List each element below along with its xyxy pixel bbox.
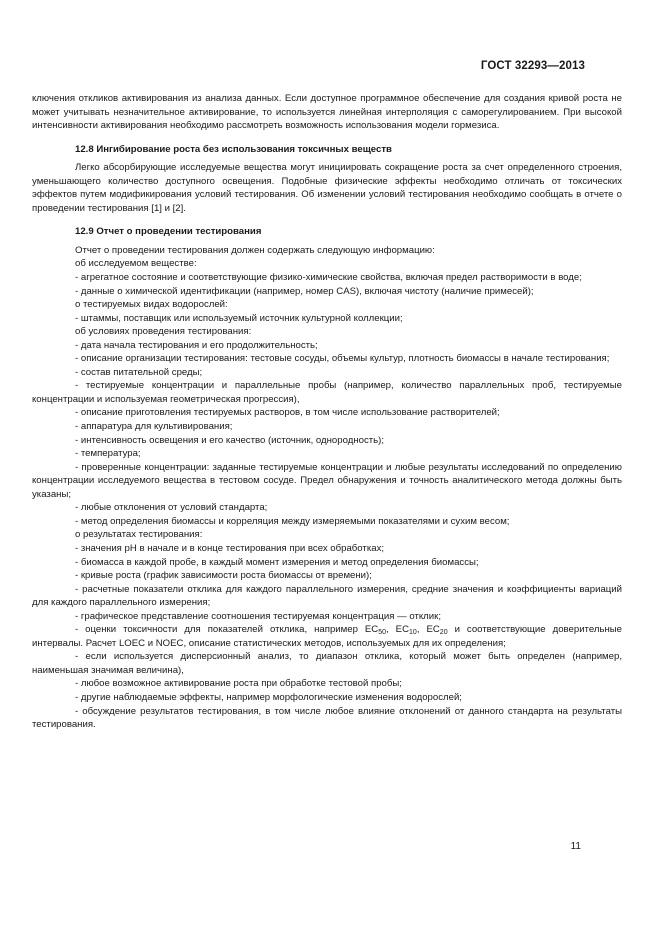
list-item: - состав питательной среды;: [75, 366, 203, 378]
list-item: - агрегатное состояние и соответствующие физико-химические свойства, включая предел растворимости в воде;: [75, 272, 582, 284]
list-item: - кривые роста (график зависимости роста биомассы от времени);: [75, 570, 372, 582]
report-requirements-list-continued: [32, 650, 622, 731]
body-text: [32, 92, 622, 732]
section-12-8-heading: 12.8 Ингибирование роста без использования токсичных веществ: [75, 143, 392, 155]
list-item: - расчетные показатели отклика для каждого параллельного измерения, средние значения и коэффициенты вариаций для каждого параллельного измерения;: [32, 583, 622, 609]
list-item: - проверенные концентрации: заданные тестируемые концентрации и любые результаты исследований по определению концентрации исследуемого вещества в тестовом сосуде. Предел обнаружения и точность аналитического метода должны быть указаны;: [32, 461, 622, 500]
section-12-8-paragraph: Легко абсорбирующие исследуемые вещества могут инициировать сокращение роста за счет определенного строения, уменьшающего количество доступного освещения. Подобные физические эффекты необходимо отличать от токсических эффектов путем модификирования условий тестирования. Об изменении условий тестирования необходимо сообщать в отчете о проведении тестирования [1] и [2].: [32, 162, 622, 214]
list-item: - графическое представление соотношения тестируемая концентрация — отклик;: [75, 610, 441, 622]
list-item: - штаммы, поставщик или используемый источник культурной коллекции;: [75, 312, 403, 324]
list-item: об исследуемом веществе:: [75, 258, 197, 270]
report-requirements-list: [32, 244, 622, 623]
list-item: об условиях проведения тестирования:: [75, 326, 252, 338]
list-item: - описание приготовления тестируемых растворов, в том числе использование растворителей;: [75, 407, 500, 419]
list-item: - обсуждение результатов тестирования, в том числе любое влияние отклонений от данного стандарта на результаты тестирования.: [32, 705, 622, 731]
list-item: - дата начала тестирования и его продолжительность;: [75, 339, 318, 351]
list-item: - данные о химической идентификации (например, номер CAS), включая чистоту (наличие примесей);: [75, 285, 534, 297]
list-item: Отчет о проведении тестирования должен содержать следующую информацию:: [75, 244, 435, 256]
list-item: - аппаратура для культивирования;: [75, 421, 233, 433]
list-item: - любые отклонения от условий стандарта;: [75, 502, 268, 514]
list-item: - описание организации тестирования: тестовые сосуды, объемы культур, плотность биомассы в начале тестирования;: [75, 353, 610, 365]
list-item: - значения pH в начале и в конце тестирования при всех обработках;: [75, 542, 385, 554]
list-item: о тестируемых видах водорослей:: [75, 299, 228, 311]
page-number: 11: [570, 841, 581, 852]
list-item: о результатах тестирования:: [75, 529, 203, 541]
list-item: - интенсивность освещения и его качество (источник, однородность);: [75, 434, 385, 446]
list-item: - биомасса в каждой пробе, в каждый момент измерения и метод определения биомассы;: [75, 556, 479, 568]
list-item: - любое возможное активирование роста при обработке тестовой пробы;: [75, 678, 402, 690]
list-item: - температура;: [75, 448, 141, 460]
list-item: - оценки токсичности для показателей отклика, например $EC_{50}$, $EC_{10}$, $EC_{20}$ и соответствующие доверительные интервалы. Расчет LOEC и NOEC, описание статистических методов, используемых для их определения;: [32, 624, 622, 649]
section-12-9-heading: 12.9 Отчет о проведении тестирования: [75, 226, 262, 238]
list-item: - метод определения биомассы и корреляция между измеряемыми показателями и сухим весом;: [75, 515, 510, 527]
list-item: - тестируемые концентрации и параллельные пробы (например, количество параллельных проб, тестируемые концентрации и используемая геометрическая прогрессия),: [32, 380, 622, 405]
list-item: - если используется дисперсионный анализ, то диапазон отклика, который может быть определен (например, наименьшая значимая величина),: [32, 651, 622, 676]
standard-number: ГОСТ 32293—2013: [480, 60, 585, 72]
intro-paragraph: ключения откликов активирования из анализа данных. Если доступное программное обеспечение для создания кривой роста не может учитывать незначительное активирование, то используется линейная интерполяция с саморегулированием. При высокой интенсивности активирования необходимо рассмотреть возможность использования модели гормезиса.: [32, 93, 622, 132]
list-item: - другие наблюдаемые эффекты, например морфологические изменения водорослей;: [75, 691, 462, 703]
